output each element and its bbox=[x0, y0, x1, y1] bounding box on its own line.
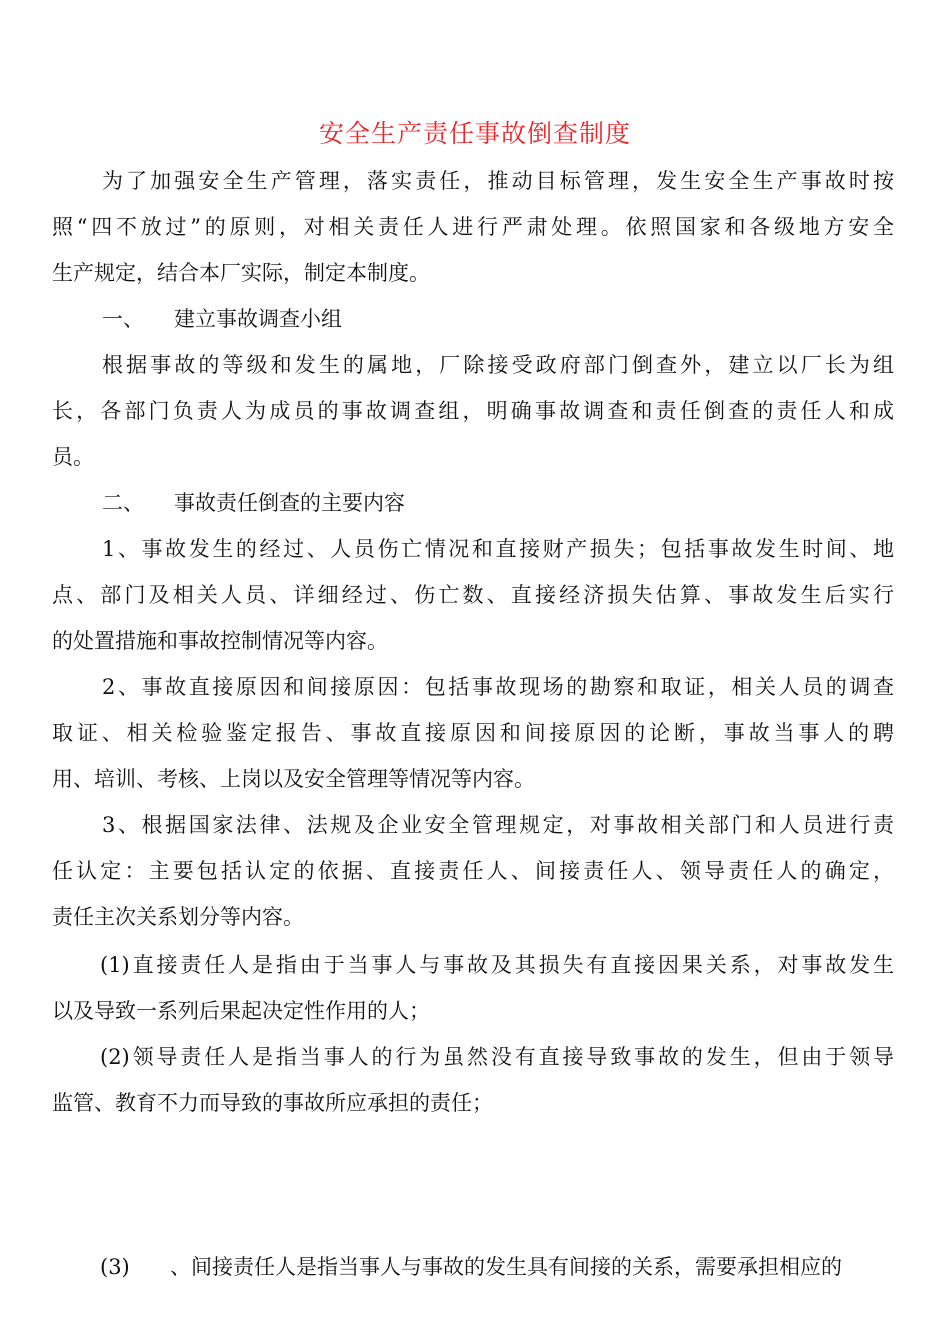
section-heading-2 bbox=[102, 486, 894, 520]
paragraph-line: 监管、教育不力而导致的事故所应承担的责任； bbox=[52, 1091, 493, 1115]
section-heading-text: 事故责任倒查的主要内容 bbox=[174, 491, 405, 515]
paragraph-line: (1)直接责任人是指由于当事人与事故及其损失有直接因果关系，对事故发生 bbox=[100, 953, 894, 977]
paragraph-line: 取证、相关检验鉴定报告、事故直接原因和间接原因的论断，事故当事人的聘 bbox=[52, 721, 894, 745]
paragraph-line: 任认定：主要包括认定的依据、直接责任人、间接责任人、领导责任人的确定， bbox=[52, 859, 894, 883]
paragraph-line: (2)领导责任人是指当事人的行为虽然没有直接导致事故的发生，但由于领导 bbox=[100, 1045, 894, 1069]
paragraph-line: 点、部门及相关人员、详细经过、伤亡数、直接经济损失估算、事故发生后实行 bbox=[52, 583, 894, 607]
paragraph-line: 以及导致一系列后果起决定性作用的人； bbox=[52, 999, 430, 1023]
section-number: 一、 bbox=[102, 307, 144, 331]
paragraph-line: 的处置措施和事故控制情况等内容。 bbox=[52, 629, 388, 653]
paragraph-line: 责任主次关系划分等内容。 bbox=[52, 905, 304, 929]
paragraph-line: 用、培训、考核、上岗以及安全管理等情况等内容。 bbox=[52, 767, 535, 791]
paragraph-line: 长，各部门负责人为成员的事故调查组，明确事故调查和责任倒查的责任人和成 bbox=[52, 399, 894, 423]
list-item-3 bbox=[100, 1250, 894, 1284]
list-item-text: 、间接责任人是指当事人与事故的发生具有间接的关系，需要承担相应的 bbox=[170, 1255, 842, 1279]
section-heading-1 bbox=[102, 302, 894, 336]
paragraph-line: 根据事故的等级和发生的属地，厂除接受政府部门倒查外，建立以厂长为组 bbox=[102, 353, 894, 377]
paragraph-line: 1、事故发生的经过、人员伤亡情况和直接财产损失；包括事故发生时间、地 bbox=[102, 537, 894, 561]
paragraph-line: 员。 bbox=[52, 445, 94, 469]
paragraph-line: 3、根据国家法律、法规及企业安全管理规定，对事故相关部门和人员进行责 bbox=[102, 813, 894, 837]
section-heading-text: 建立事故调查小组 bbox=[174, 307, 342, 331]
paragraph-line: 照“四不放过”的原则，对相关责任人进行严肃处理。依照国家和各级地方安全 bbox=[52, 215, 894, 239]
paragraph-line: 2、事故直接原因和间接原因：包括事故现场的勘察和取证，相关人员的调查 bbox=[102, 675, 894, 699]
document-title: 安全生产责任事故倒查制度 bbox=[318, 119, 631, 148]
paragraph-line: 生产规定，结合本厂实际，制定本制度。 bbox=[52, 261, 430, 285]
paragraph-line: 为了加强安全生产管理，落实责任，推动目标管理，发生安全生产事故时按 bbox=[102, 169, 894, 193]
section-number: 二、 bbox=[102, 491, 144, 515]
list-item-number: (3) bbox=[100, 1255, 130, 1279]
